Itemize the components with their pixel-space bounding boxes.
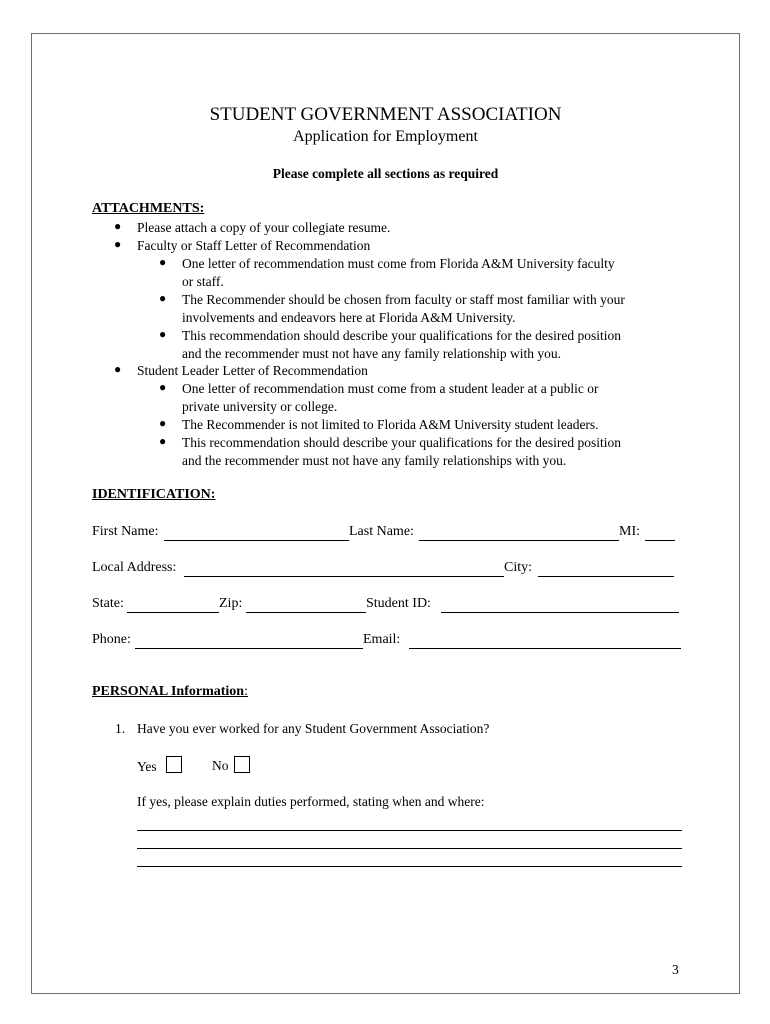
student-letter-detail-1-cont: private university or college. [182,399,338,414]
bullet-icon: ● [159,291,167,305]
explain-line-3[interactable] [137,866,682,867]
mi-label: MI: [619,524,640,539]
personal-heading [92,684,248,700]
zip-field[interactable] [246,612,366,613]
attachments-heading: ATTACHMENTS: [92,201,205,216]
name-row [92,524,682,544]
explain-line-1[interactable] [137,830,682,831]
email-field[interactable] [409,648,681,649]
no-label: No [212,758,229,773]
state-field[interactable] [127,612,219,613]
student-letter-detail-2: The Recommender is not limited to Florida A&M University student leaders. [182,417,599,432]
student-letter-detail-3: This recommendation should describe your qualifications for the desired position [182,435,622,450]
first-name-field[interactable] [164,540,349,541]
faculty-letter-detail-2: The Recommender should be chosen from faculty or staff most familiar with your [182,292,625,307]
state-row [92,596,682,616]
student-letter-detail-1: One letter of recommendation must come from a student leader at a public or [182,381,599,396]
faculty-letter-detail-3: This recommendation should describe your qualifications for the desired position [182,328,622,343]
phone-field[interactable] [135,648,363,649]
bullet-icon: ● [114,362,122,376]
faculty-letter-detail-1-cont: or staff. [182,274,224,289]
mi-field[interactable] [645,540,675,541]
bullet-icon: ● [159,255,167,269]
explain-label: If yes, please explain duties performed, stating when and where: [137,794,485,809]
local-address-label: Local Address: [92,560,177,575]
attachment-item-faculty-letter: Faculty or Staff Letter of Recommendation [137,238,371,253]
student-id-label: Student ID: [366,596,431,611]
personal-heading-colon: : [244,684,248,699]
city-label: City: [504,560,533,575]
bullet-icon: ● [114,219,122,233]
attachment-item-resume: Please attach a copy of your collegiate resume. [137,220,391,235]
faculty-letter-detail-3-cont: and the recommender must not have any family relationship with you. [182,346,562,361]
personal-heading-text: PERSONAL Information [92,684,245,699]
attachment-item-student-letter: Student Leader Letter of Recommendation [137,363,368,378]
city-field[interactable] [538,576,674,577]
page-number: 3 [672,962,679,977]
form-subtitle: Application for Employment [293,128,478,145]
bullet-icon: ● [159,327,167,341]
form-title: STUDENT GOVERNMENT ASSOCIATION [209,104,562,125]
yes-label: Yes [137,759,157,774]
last-name-field[interactable] [419,540,619,541]
form-instruction: Please complete all sections as required [272,166,499,181]
last-name-label: Last Name: [349,524,414,539]
question-1-text: Have you ever worked for any Student Government Association? [137,721,490,736]
faculty-letter-detail-1: One letter of recommendation must come from Florida A&M University faculty [182,256,615,271]
local-address-field[interactable] [184,576,504,577]
explain-line-2[interactable] [137,848,682,849]
state-label: State: [92,596,124,611]
bullet-icon: ● [159,380,167,394]
bullet-icon: ● [159,416,167,430]
student-id-field[interactable] [441,612,679,613]
phone-label: Phone: [92,632,131,647]
email-label: Email: [363,632,401,647]
student-letter-detail-3-cont: and the recommender must not have any family relationships with you. [182,453,567,468]
identification-heading: IDENTIFICATION: [92,487,216,502]
first-name-label: First Name: [92,524,159,539]
yes-checkbox[interactable] [166,756,182,773]
address-row [92,560,682,580]
no-checkbox[interactable] [234,756,250,773]
bullet-icon: ● [159,434,167,448]
bullet-icon: ● [114,237,122,251]
question-1-number: 1. [115,721,126,736]
faculty-letter-detail-2-cont: involvements and endeavors here at Florida A&M University. [182,310,516,325]
document-page [31,33,740,994]
zip-label: Zip: [219,596,243,611]
contact-row [92,632,682,652]
